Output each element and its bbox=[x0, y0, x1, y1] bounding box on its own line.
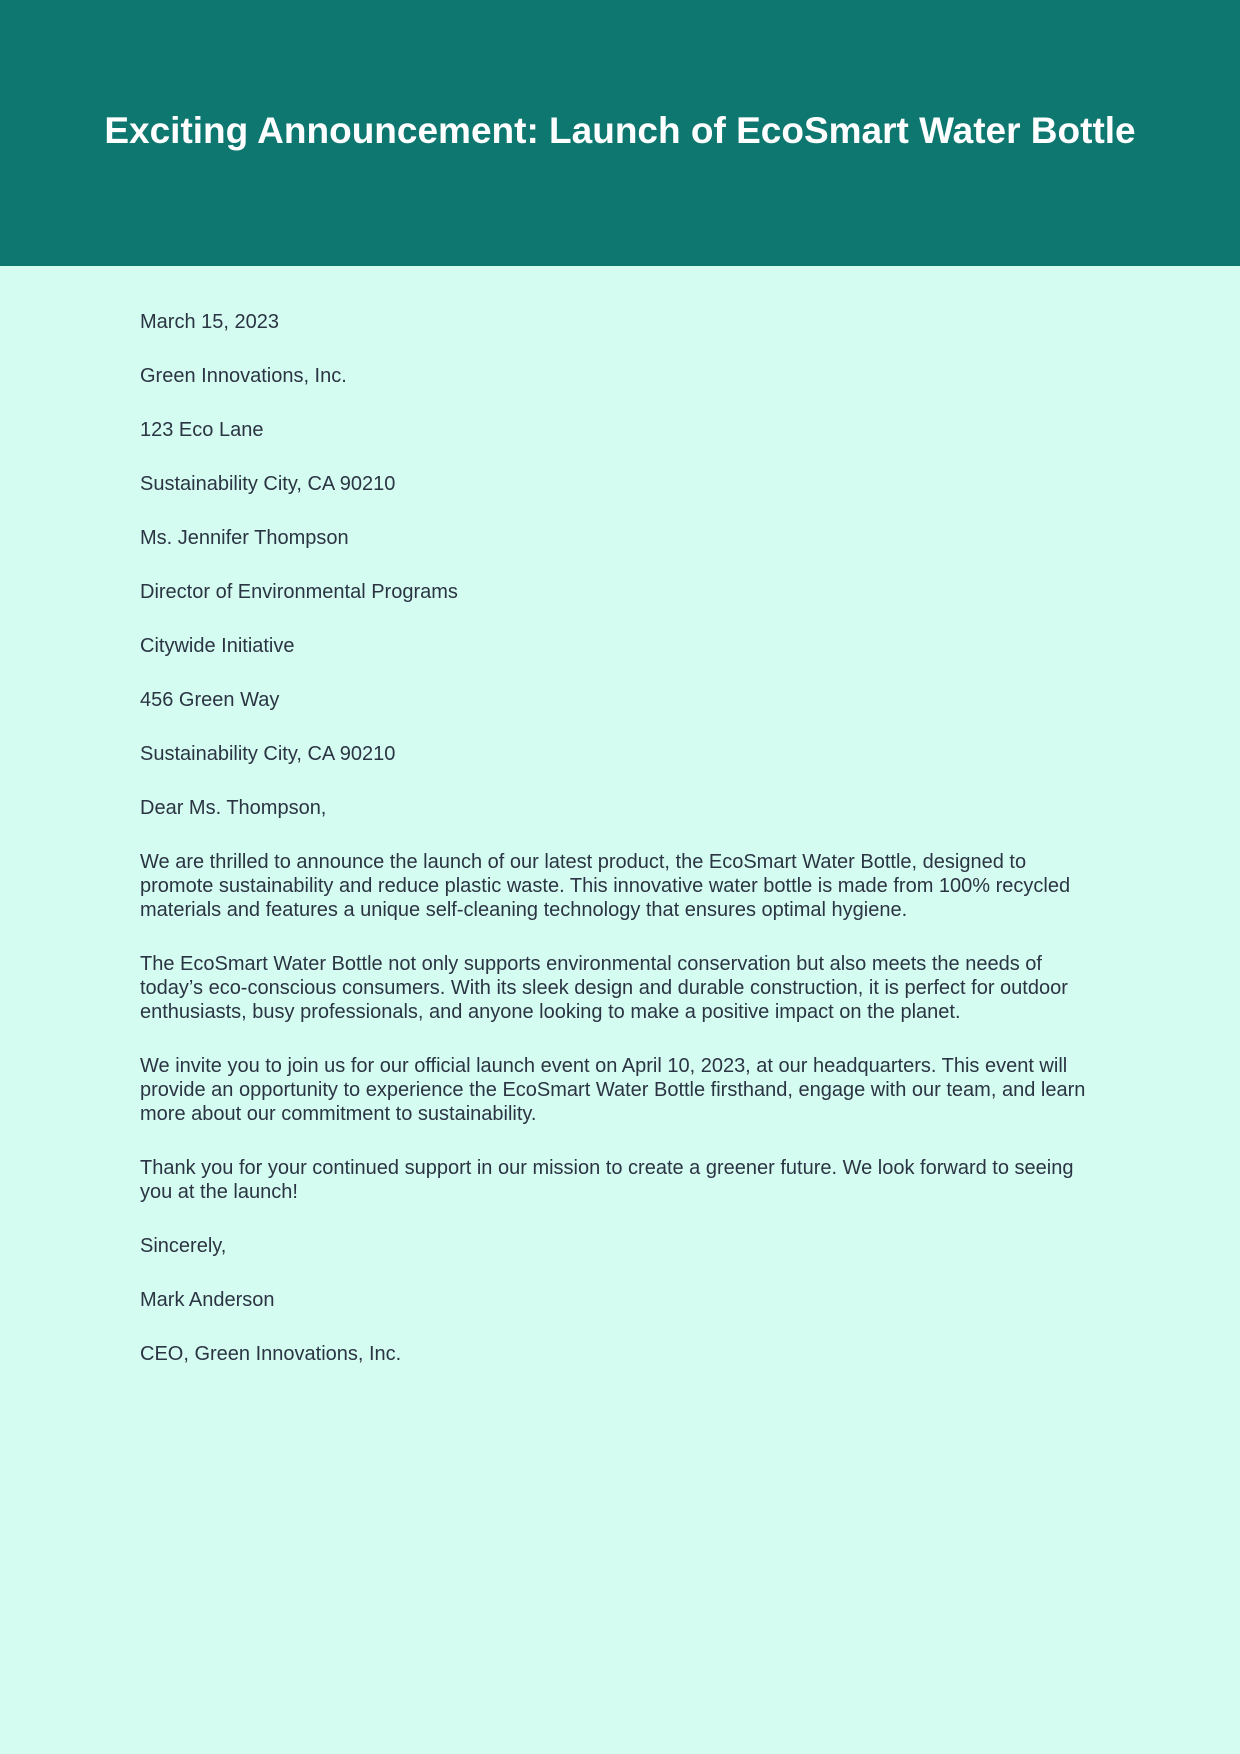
recipient-name: Ms. Jennifer Thompson bbox=[140, 527, 349, 549]
header-banner bbox=[0, 0, 1240, 266]
body-paragraph: We are thrilled to announce the launch of our latest product, the EcoSmart Water Bottle, designed to promote sustainability and reduce plastic waste. This innovative water bottle is made from 100% recycled materials and features a unique self-cleaning technology that ensures optimal hygiene. bbox=[140, 851, 1071, 921]
letter-date: March 15, 2023 bbox=[140, 311, 279, 333]
body-paragraph: Thank you for your continued support in our mission to create a greener future. We look forward to seeing you at the launch! bbox=[140, 1157, 1074, 1203]
recipient-street: 456 Green Way bbox=[140, 689, 280, 711]
closing: Sincerely, bbox=[140, 1235, 227, 1257]
recipient-title: Director of Environmental Programs bbox=[140, 581, 458, 603]
signature-title: CEO, Green Innovations, Inc. bbox=[140, 1343, 402, 1365]
sender-city: Sustainability City, CA 90210 bbox=[140, 473, 396, 495]
body-paragraph: We invite you to join us for our official launch event on April 10, 2023, at our headquarters. This event will provide an opportunity to experience the EcoSmart Water Bottle firsthand, engage with our team, and learn more about our commitment to sustainability. bbox=[140, 1055, 1086, 1125]
recipient-organization: Citywide Initiative bbox=[140, 635, 295, 657]
recipient-city: Sustainability City, CA 90210 bbox=[140, 743, 396, 765]
sender-street: 123 Eco Lane bbox=[140, 419, 264, 441]
letter-body bbox=[0, 310, 1240, 1366]
sender-company: Green Innovations, Inc. bbox=[140, 365, 347, 387]
signature-name: Mark Anderson bbox=[140, 1289, 275, 1311]
page-title: Exciting Announcement: Launch of EcoSmart Water Bottle bbox=[104, 110, 1136, 151]
salutation: Dear Ms. Thompson, bbox=[140, 797, 327, 819]
body-paragraph: The EcoSmart Water Bottle not only supports environmental conservation but also meets the needs of today’s eco-conscious consumers. With its sleek design and durable construction, it is perfect for outdoor enthusiasts, busy professionals, and anyone looking to make a positive impact on the planet. bbox=[140, 953, 1068, 1023]
